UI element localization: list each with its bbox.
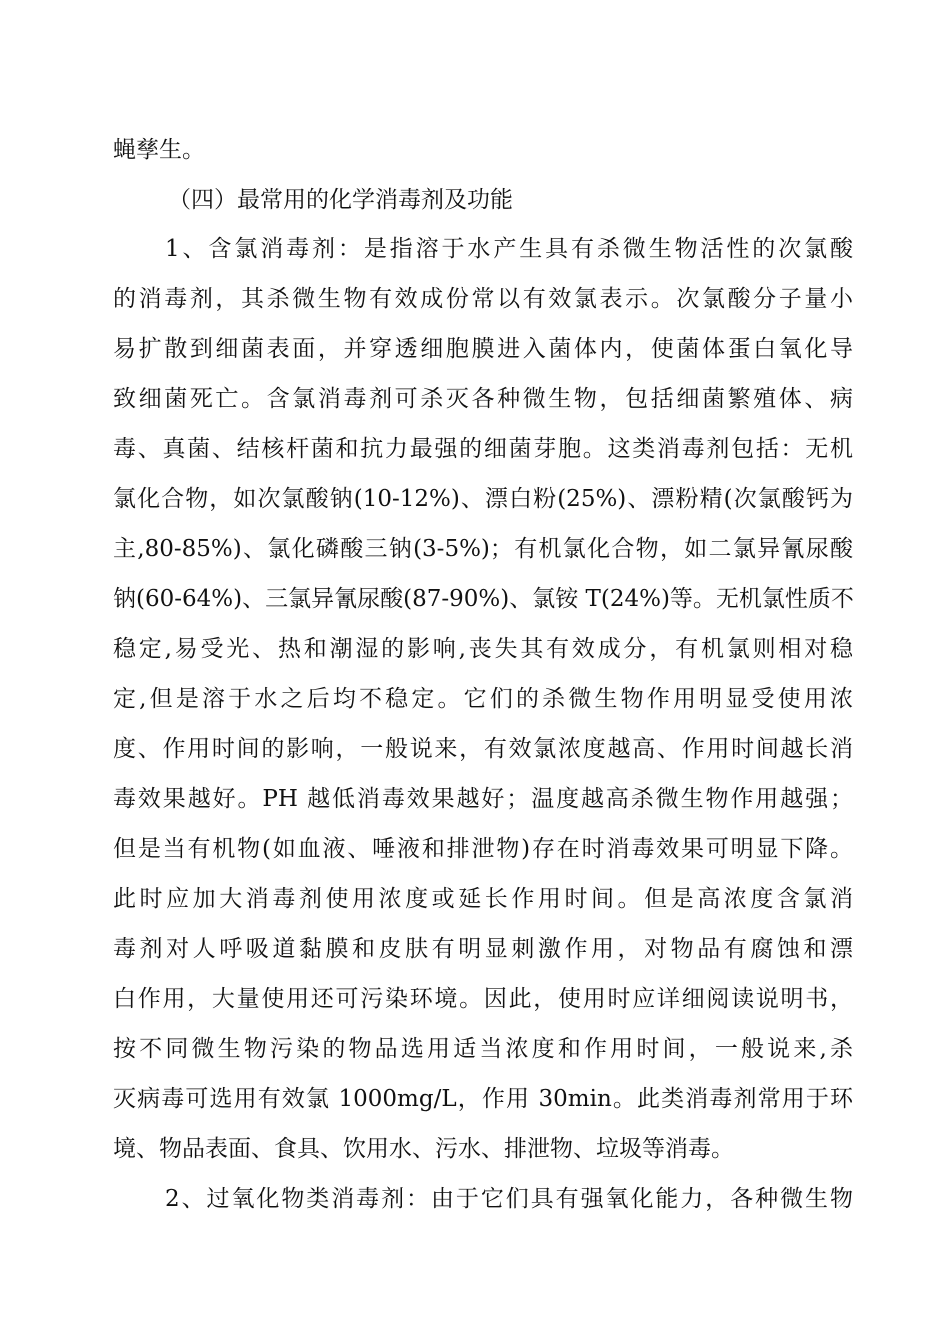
- paragraph-line: 易扩散到细菌表面，并穿透细胞膜进入菌体内，使菌体蛋白氧化导: [113, 336, 853, 362]
- paragraph-line: 度、作用时间的影响，一般说来，有效氯浓度越高、作用时间越长消: [113, 736, 853, 762]
- paragraph-line: 氯化合物，如次氯酸钠(10-12%)、漂白粉(25%)、漂粉精(次氯酸钙为: [113, 486, 853, 512]
- paragraph-line: 定,但是溶于水之后均不稳定。它们的杀微生物作用明显受使用浓: [113, 686, 853, 712]
- paragraph-line: 境、物品表面、食具、饮用水、污水、排泄物、垃圾等消毒。: [113, 1136, 734, 1162]
- paragraph-line: 稳定,易受光、热和潮湿的影响,丧失其有效成分，有机氯则相对稳: [113, 636, 853, 662]
- section-heading: （四）最常用的化学消毒剂及功能: [168, 187, 513, 213]
- paragraph-line: 毒效果越好。PH 越低消毒效果越好；温度越高杀微生物作用越强；: [113, 786, 853, 812]
- paragraph-line: 此时应加大消毒剂使用浓度或延长作用时间。但是高浓度含氯消: [113, 886, 853, 912]
- paragraph-line: 的消毒剂，其杀微生物有效成份常以有效氯表示。次氯酸分子量小: [113, 286, 853, 312]
- paragraph-line: 1、含氯消毒剂：是指溶于水产生具有杀微生物活性的次氯酸: [165, 236, 853, 262]
- paragraph-line: 钠(60-64%)、三氯异氰尿酸(87-90%)、氯铵 T(24%)等。无机氯性质不: [113, 586, 854, 612]
- paragraph-line: 毒剂对人呼吸道黏膜和皮肤有明显刺激作用，对物品有腐蚀和漂: [113, 936, 853, 962]
- paragraph-line: 灭病毒可选用有效氯 1000mg/L，作用 30min。此类消毒剂常用于环: [113, 1086, 853, 1112]
- paragraph-line: 主,80-85%)、氯化磷酸三钠(3-5%)；有机氯化合物，如二氯异氰尿酸: [113, 536, 853, 562]
- paragraph-line: 白作用，大量使用还可污染环境。因此，使用时应详细阅读说明书，: [113, 986, 853, 1012]
- paragraph-line: 但是当有机物(如血液、唾液和排泄物)存在时消毒效果可明显下降。: [113, 836, 853, 862]
- paragraph-line: 致细菌死亡。含氯消毒剂可杀灭各种微生物，包括细菌繁殖体、病: [113, 386, 853, 412]
- paragraph-line: 按不同微生物污染的物品选用适当浓度和作用时间，一般说来,杀: [113, 1036, 853, 1062]
- text-line: 蝇孳生。: [113, 137, 205, 163]
- paragraph-line: 毒、真菌、结核杆菌和抗力最强的细菌芽胞。这类消毒剂包括：无机: [113, 436, 853, 462]
- paragraph-line: 2、过氧化物类消毒剂：由于它们具有强氧化能力，各种微生物: [165, 1186, 853, 1212]
